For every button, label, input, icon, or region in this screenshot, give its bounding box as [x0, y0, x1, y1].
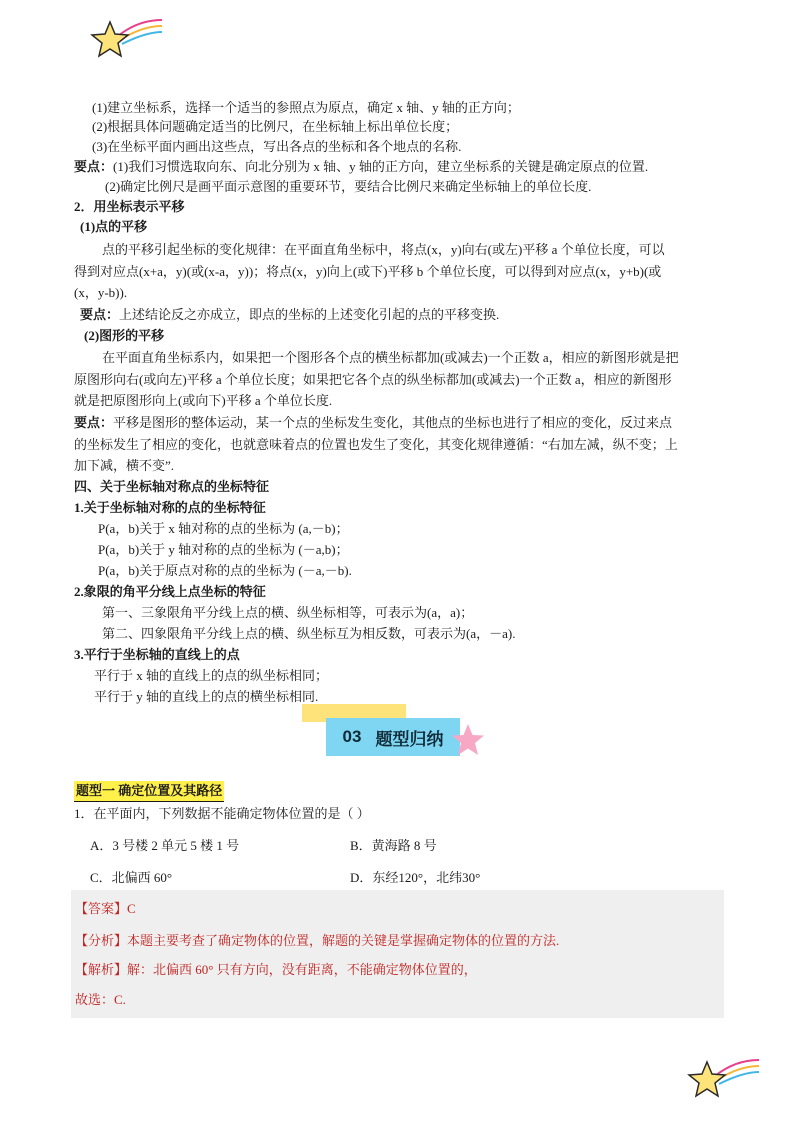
key-point-4 [74, 413, 672, 433]
answer-tag: 【答案】 [75, 901, 128, 916]
conclusion-line: 故选：C. [75, 992, 126, 1007]
paragraph-line: 加下减，横不变”. [74, 458, 175, 473]
symmetry-rule: P(a，b)关于原点对称的点的坐标为 (－a,－b). [98, 563, 352, 578]
option-d: D．东经120°，北纬30° [350, 870, 481, 885]
bisector-rule: 第一、三象限角平分线上点的横、纵坐标相等，可表示为(a，a)； [102, 605, 474, 620]
answer-value: C [127, 901, 136, 916]
key-point-label: 要点： [80, 307, 120, 322]
section-banner [300, 702, 490, 762]
question-type-heading: 题型一 确定位置及其路径 [74, 781, 224, 802]
parallel-rule: 平行于 x 轴的直线上的点的纵坐标相同； [94, 668, 329, 683]
heading-parallel: 3.平行于坐标轴的直线上的点 [74, 647, 240, 662]
answer-box [71, 890, 724, 1018]
answer-line [75, 899, 136, 919]
heading-bisector: 2.象限的角平分线上点坐标的特征 [74, 584, 266, 599]
key-point-label: 要点： [74, 415, 114, 430]
banner-number: 03 [342, 727, 362, 746]
heading-point-translation: (1)点的平移 [80, 219, 148, 234]
solution-text: 解：北偏西 60° 只有方向，没有距离，不能确定物体位置的， [127, 962, 477, 977]
key-point-text: 上述结论反之亦成立，即点的坐标的上述变化引起的点的平移变换. [119, 307, 500, 322]
pink-star-icon [450, 722, 486, 758]
symmetry-rule: P(a，b)关于 x 轴对称的点的坐标为 (a,－b)； [98, 521, 349, 536]
option-c: C．北偏西 60° [90, 870, 173, 885]
paragraph-line: 的坐标发生了相应的变化，也就意味着点的位置也发生了变化，其变化规律遵循：“右加左减，纵不变；上 [74, 437, 678, 452]
heading-translation: 2．用坐标表示平移 [74, 199, 185, 214]
parallel-rule: 平行于 y 轴的直线上的点的横坐标相同. [94, 689, 319, 704]
step-1: (1)建立坐标系，选择一个适当的参照点为原点，确定 x 轴、y 轴的正方向； [92, 100, 520, 115]
paragraph-line: 原图形向右(或向左)平移 a 个单位长度；如果把它各个点的纵坐标都加(或减去)一个正数 a，相应的新图形 [74, 372, 672, 387]
analysis-tag: 【分析】 [75, 933, 128, 948]
option-a: A．3 号楼 2 单元 5 楼 1 号 [90, 838, 240, 853]
heading-symmetry: 四、关于坐标轴对称点的坐标特征 [74, 479, 270, 494]
key-point-3 [80, 305, 499, 325]
shooting-star-icon [685, 1054, 765, 1102]
paragraph-line: 点的平移引起坐标的变化规律：在平面直角坐标中，将点(x，y)向右(或左)平移 a 个单位长度，可以 [102, 242, 665, 257]
paragraph-line: (x，y-b)). [74, 285, 128, 300]
step-2: (2)根据具体问题确定适当的比例尺，在坐标轴上标出单位长度； [92, 119, 459, 134]
key-point-label: 要点： [74, 159, 114, 174]
key-point-text: (1)我们习惯选取向东、向北分别为 x 轴、y 轴的正方向，建立坐标系的关键是确定原点的位置. [113, 159, 649, 174]
bisector-rule: 第二、四象限角平分线上点的横、纵坐标互为相反数，可表示为(a，－a). [102, 626, 516, 641]
analysis-text: 本题主要考查了确定物体的位置，解题的关键是掌握确定物体的位置的方法. [127, 933, 560, 948]
paragraph-line: 在平面直角坐标系内，如果把一个图形各个点的横坐标都加(或减去)一个正数 a，相应的新图形就是把 [102, 350, 679, 365]
step-3: (3)在坐标平面内画出这些点，写出各点的坐标和各个地点的名称. [92, 139, 462, 154]
key-point-text: 平移是图形的整体运动，某一个点的坐标发生变化，其他点的坐标也进行了相应的变化，反过来点 [113, 415, 673, 430]
paragraph-line: 就是把原图形向上(或向下)平移 a 个单位长度. [74, 393, 333, 408]
key-point-1 [74, 157, 648, 177]
question-stem: 1．在平面内，下列数据不能确定物体位置的是（ ） [74, 806, 370, 821]
paragraph-line: 得到对应点(x+a，y)(或(x-a，y))；将点(x，y)向上(或下)平移 b 个单位长度，可以得到对应点(x，y+b)(或 [74, 264, 662, 279]
heading-shape-translation: (2)图形的平移 [84, 328, 165, 343]
key-point-2: (2)确定比例尺是画平面示意图的重要环节，要结合比例尺来确定坐标轴上的单位长度. [105, 179, 592, 194]
analysis-line [75, 931, 559, 951]
banner-title: 题型归纳 [375, 729, 444, 749]
symmetry-rule: P(a，b)关于 y 轴对称的点的坐标为 (－a,b)； [98, 542, 349, 557]
heading-axis-symmetry: 1.关于坐标轴对称的点的坐标特征 [74, 500, 266, 515]
shooting-star-icon [88, 14, 168, 62]
solution-tag: 【解析】 [75, 962, 128, 977]
option-b: B．黄海路 8 号 [350, 838, 437, 853]
banner-title-box [326, 718, 460, 756]
solution-line [75, 960, 477, 980]
